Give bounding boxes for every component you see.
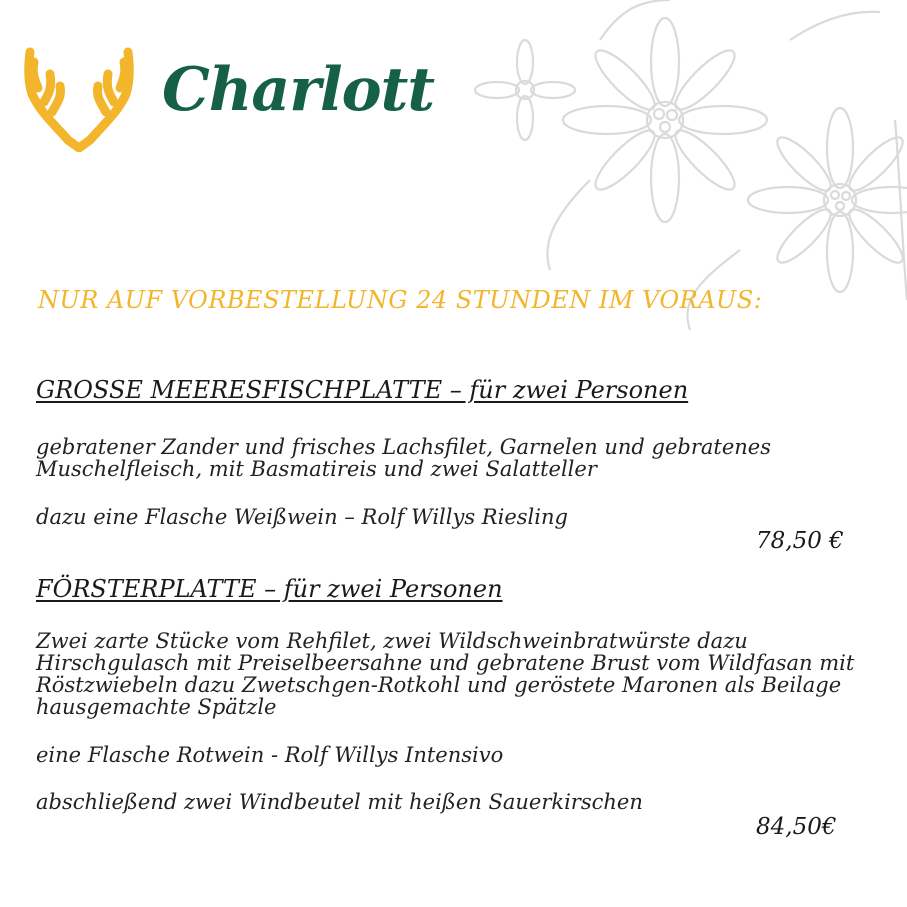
antlers-logo-icon [24, 28, 134, 152]
item-extra-forester-platter: eine Flasche Rotwein - Rolf Willys Intensivo [36, 743, 504, 767]
item-description-seafood-platter: gebratener Zander und frisches Lachsfilet, Garnelen und gebratenes Muschelfleisch, mit Basmatireis und zwei Salatteller [36, 435, 771, 481]
brand-name: Charlott [162, 55, 435, 125]
item-price-forester-platter: 84,50€ [756, 814, 837, 840]
preorder-notice: NUR AUF VORBESTELLUNG 24 STUNDEN IM VORAUS: [38, 286, 763, 314]
item-title-seafood-platter: GROSSE MEERESFISCHPLATTE – für zwei Personen [36, 376, 689, 404]
item-extra-seafood-platter: dazu eine Flasche Weißwein – Rolf Willys Riesling [36, 505, 568, 529]
item-title-forester-platter: FÖRSTERPLATTE – für zwei Personen [36, 575, 503, 603]
item-price-seafood-platter: 78,50 € [756, 528, 844, 554]
item-extra2-forester-platter: abschließend zwei Windbeutel mit heißen Sauerkirschen [36, 790, 643, 814]
item-description-forester-platter: Zwei zarte Stücke vom Rehfilet, zwei Wildschweinbratwürste dazu Hirschgulasch mit Preiselbeersahne und gebratene Brust vom Wildfasan mit Röstzwiebeln dazu Zwetschgen-Rotkohl und geröstete Maronen als Beilage hausgemachte Spätzle [36, 629, 855, 719]
